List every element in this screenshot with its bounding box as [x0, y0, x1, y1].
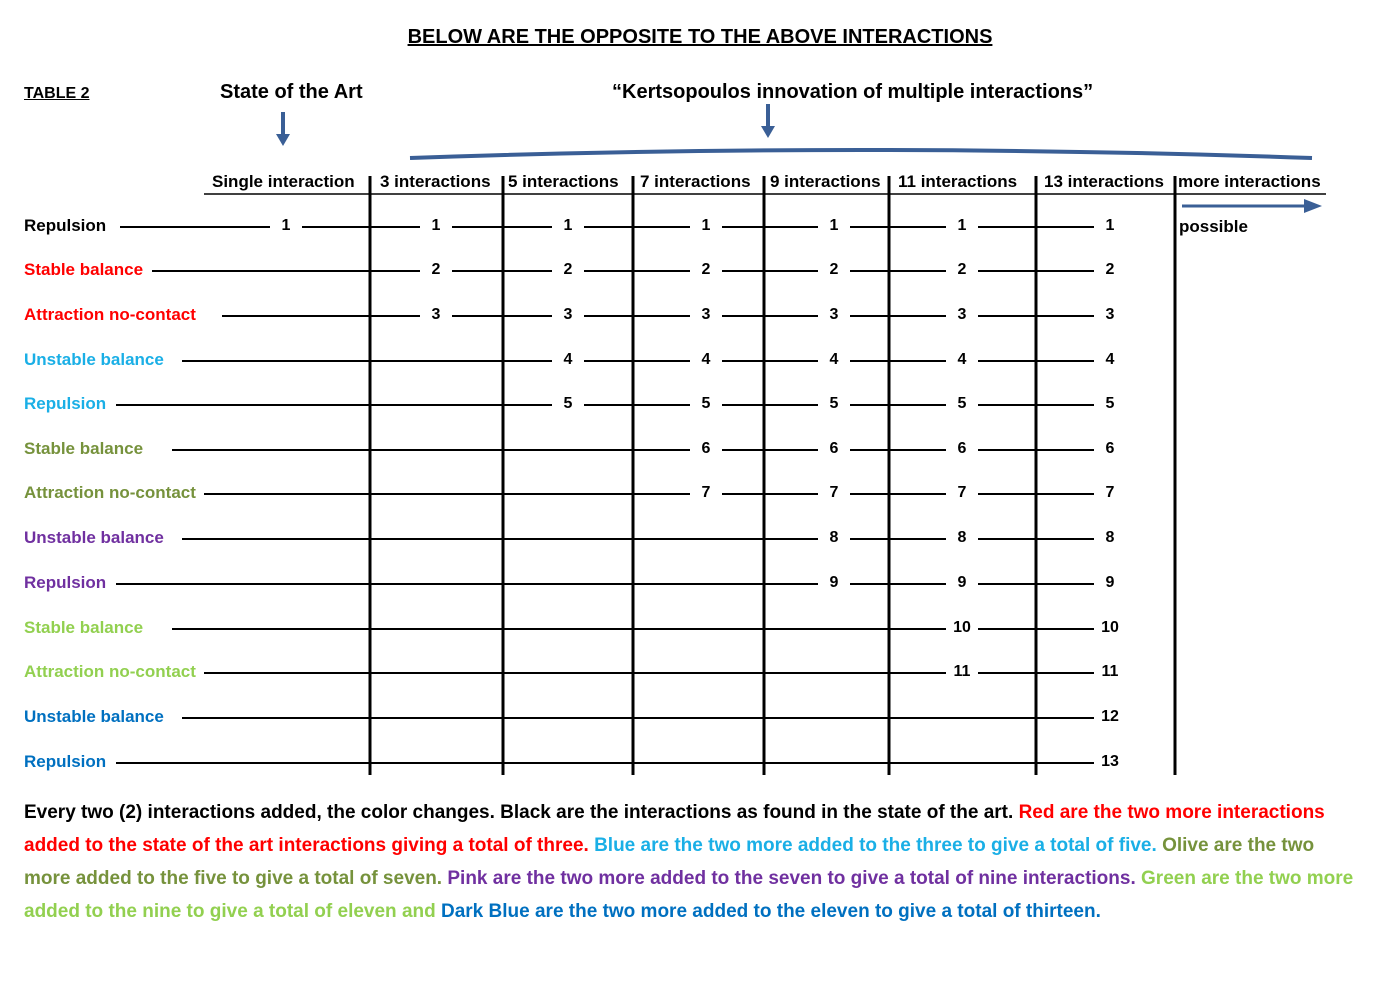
interaction-number: 6: [701, 440, 711, 457]
interaction-number: 1: [563, 217, 573, 234]
interaction-number: 1: [829, 217, 839, 234]
row-label: Attraction no-contact: [24, 662, 196, 681]
interaction-number: 8: [957, 529, 967, 546]
interaction-number: 10: [1101, 619, 1119, 636]
interaction-number: 7: [701, 484, 711, 501]
interaction-number: 11: [1101, 663, 1119, 680]
interaction-number: 4: [1105, 351, 1115, 368]
interaction-number: 3: [431, 306, 441, 323]
row-label: Attraction no-contact: [24, 305, 196, 324]
interaction-number: 5: [829, 395, 839, 412]
interaction-number: 1: [431, 217, 441, 234]
table-label: TABLE 2: [24, 85, 90, 102]
row-label: Stable balance: [24, 618, 144, 637]
column-header: more interactions: [1178, 172, 1321, 191]
page-heading: BELOW ARE THE OPPOSITE TO THE ABOVE INTERACTIONS: [407, 26, 993, 48]
row-label: Unstable balance: [24, 707, 164, 726]
interaction-number: 3: [829, 306, 839, 323]
row-label: Repulsion: [24, 216, 107, 235]
interaction-number: 11: [953, 663, 971, 680]
column-header: Single interaction: [212, 172, 355, 191]
interaction-number: 4: [701, 351, 711, 368]
interaction-number: 5: [563, 395, 573, 412]
row-label: Repulsion: [24, 573, 107, 592]
interaction-number: 7: [1105, 484, 1115, 501]
interaction-number: 4: [563, 351, 573, 368]
interaction-number: 9: [1105, 574, 1115, 591]
interaction-number: 10: [953, 619, 971, 636]
interaction-number: 1: [957, 217, 967, 234]
column-header: 9 interactions: [770, 172, 881, 191]
innovation-bracket-arc: [410, 150, 1312, 158]
interaction-number: 1: [281, 217, 291, 234]
column-header: 13 interactions: [1044, 172, 1164, 191]
interaction-number: 3: [563, 306, 573, 323]
column-header: 7 interactions: [640, 172, 751, 191]
interaction-number: 2: [829, 261, 839, 278]
row-label: Unstable balance: [24, 528, 164, 547]
interaction-number: 7: [957, 484, 967, 501]
row-label: Stable balance: [24, 439, 144, 458]
caption-segment: Green are the two more added to the nine to give a total of eleven and: [24, 868, 1354, 922]
interaction-number: 8: [829, 529, 839, 546]
interaction-number: 12: [1101, 708, 1119, 725]
state-of-art-label: State of the Art: [220, 81, 363, 103]
interaction-number: 3: [1105, 306, 1115, 323]
interaction-number: 2: [563, 261, 573, 278]
row-label: Unstable balance: [24, 350, 164, 369]
interaction-number: 3: [957, 306, 967, 323]
caption-segment: Every two (2) interactions added, the color changes. Black are the interactions as found in the state of the art.: [24, 802, 1019, 823]
row-label: Stable balance: [24, 260, 144, 279]
caption-segment: Red are the two more interactions added to the state of the art interactions giving a total of three.: [24, 802, 1325, 856]
interaction-number: 5: [957, 395, 967, 412]
interaction-number: 4: [829, 351, 839, 368]
column-header: 3 interactions: [380, 172, 491, 191]
interaction-number: 6: [1105, 440, 1115, 457]
innovation-label: “Kertsopoulos innovation of multiple interactions”: [612, 81, 1094, 103]
interaction-number: 1: [701, 217, 711, 234]
interaction-number: 7: [829, 484, 839, 501]
interaction-number: 4: [957, 351, 967, 368]
interaction-number: 2: [701, 261, 711, 278]
interaction-number: 5: [701, 395, 711, 412]
possible-label: possible: [1179, 217, 1248, 236]
interaction-number: 6: [957, 440, 967, 457]
interaction-number: 1: [1105, 217, 1115, 234]
column-dividers-group: [204, 176, 1326, 775]
caption-segment: Olive are the two more added to the five to give a total of seven.: [24, 835, 1315, 889]
right-arrow-head-icon: [1304, 199, 1322, 213]
caption-segment: Dark Blue are the two more added to the eleven to give a total of thirteen.: [441, 901, 1101, 922]
row-label: Repulsion: [24, 752, 107, 771]
caption-segment: Pink are the two more added to the seven to give a total of nine interactions.: [447, 868, 1142, 889]
down-arrow-head-icon: [276, 134, 290, 146]
interaction-number: 3: [701, 306, 711, 323]
interaction-number: 9: [957, 574, 967, 591]
caption-segment: Blue are the two more added to the three to give a total of five.: [594, 835, 1163, 856]
interaction-number: 2: [957, 261, 967, 278]
column-header: 5 interactions: [508, 172, 619, 191]
column-header: 11 interactions: [898, 172, 1018, 191]
down-arrow-head-icon: [761, 126, 775, 138]
arrows-group: [276, 104, 1322, 213]
interaction-number: 9: [829, 574, 839, 591]
interaction-number: 6: [829, 440, 839, 457]
interaction-number: 13: [1101, 753, 1119, 770]
interaction-number: 8: [1105, 529, 1115, 546]
row-label: Attraction no-contact: [24, 483, 196, 502]
row-label: Repulsion: [24, 394, 107, 413]
interaction-number: 5: [1105, 395, 1115, 412]
interaction-number: 2: [431, 261, 441, 278]
color-legend-caption: [24, 796, 1364, 928]
interaction-number: 2: [1105, 261, 1115, 278]
